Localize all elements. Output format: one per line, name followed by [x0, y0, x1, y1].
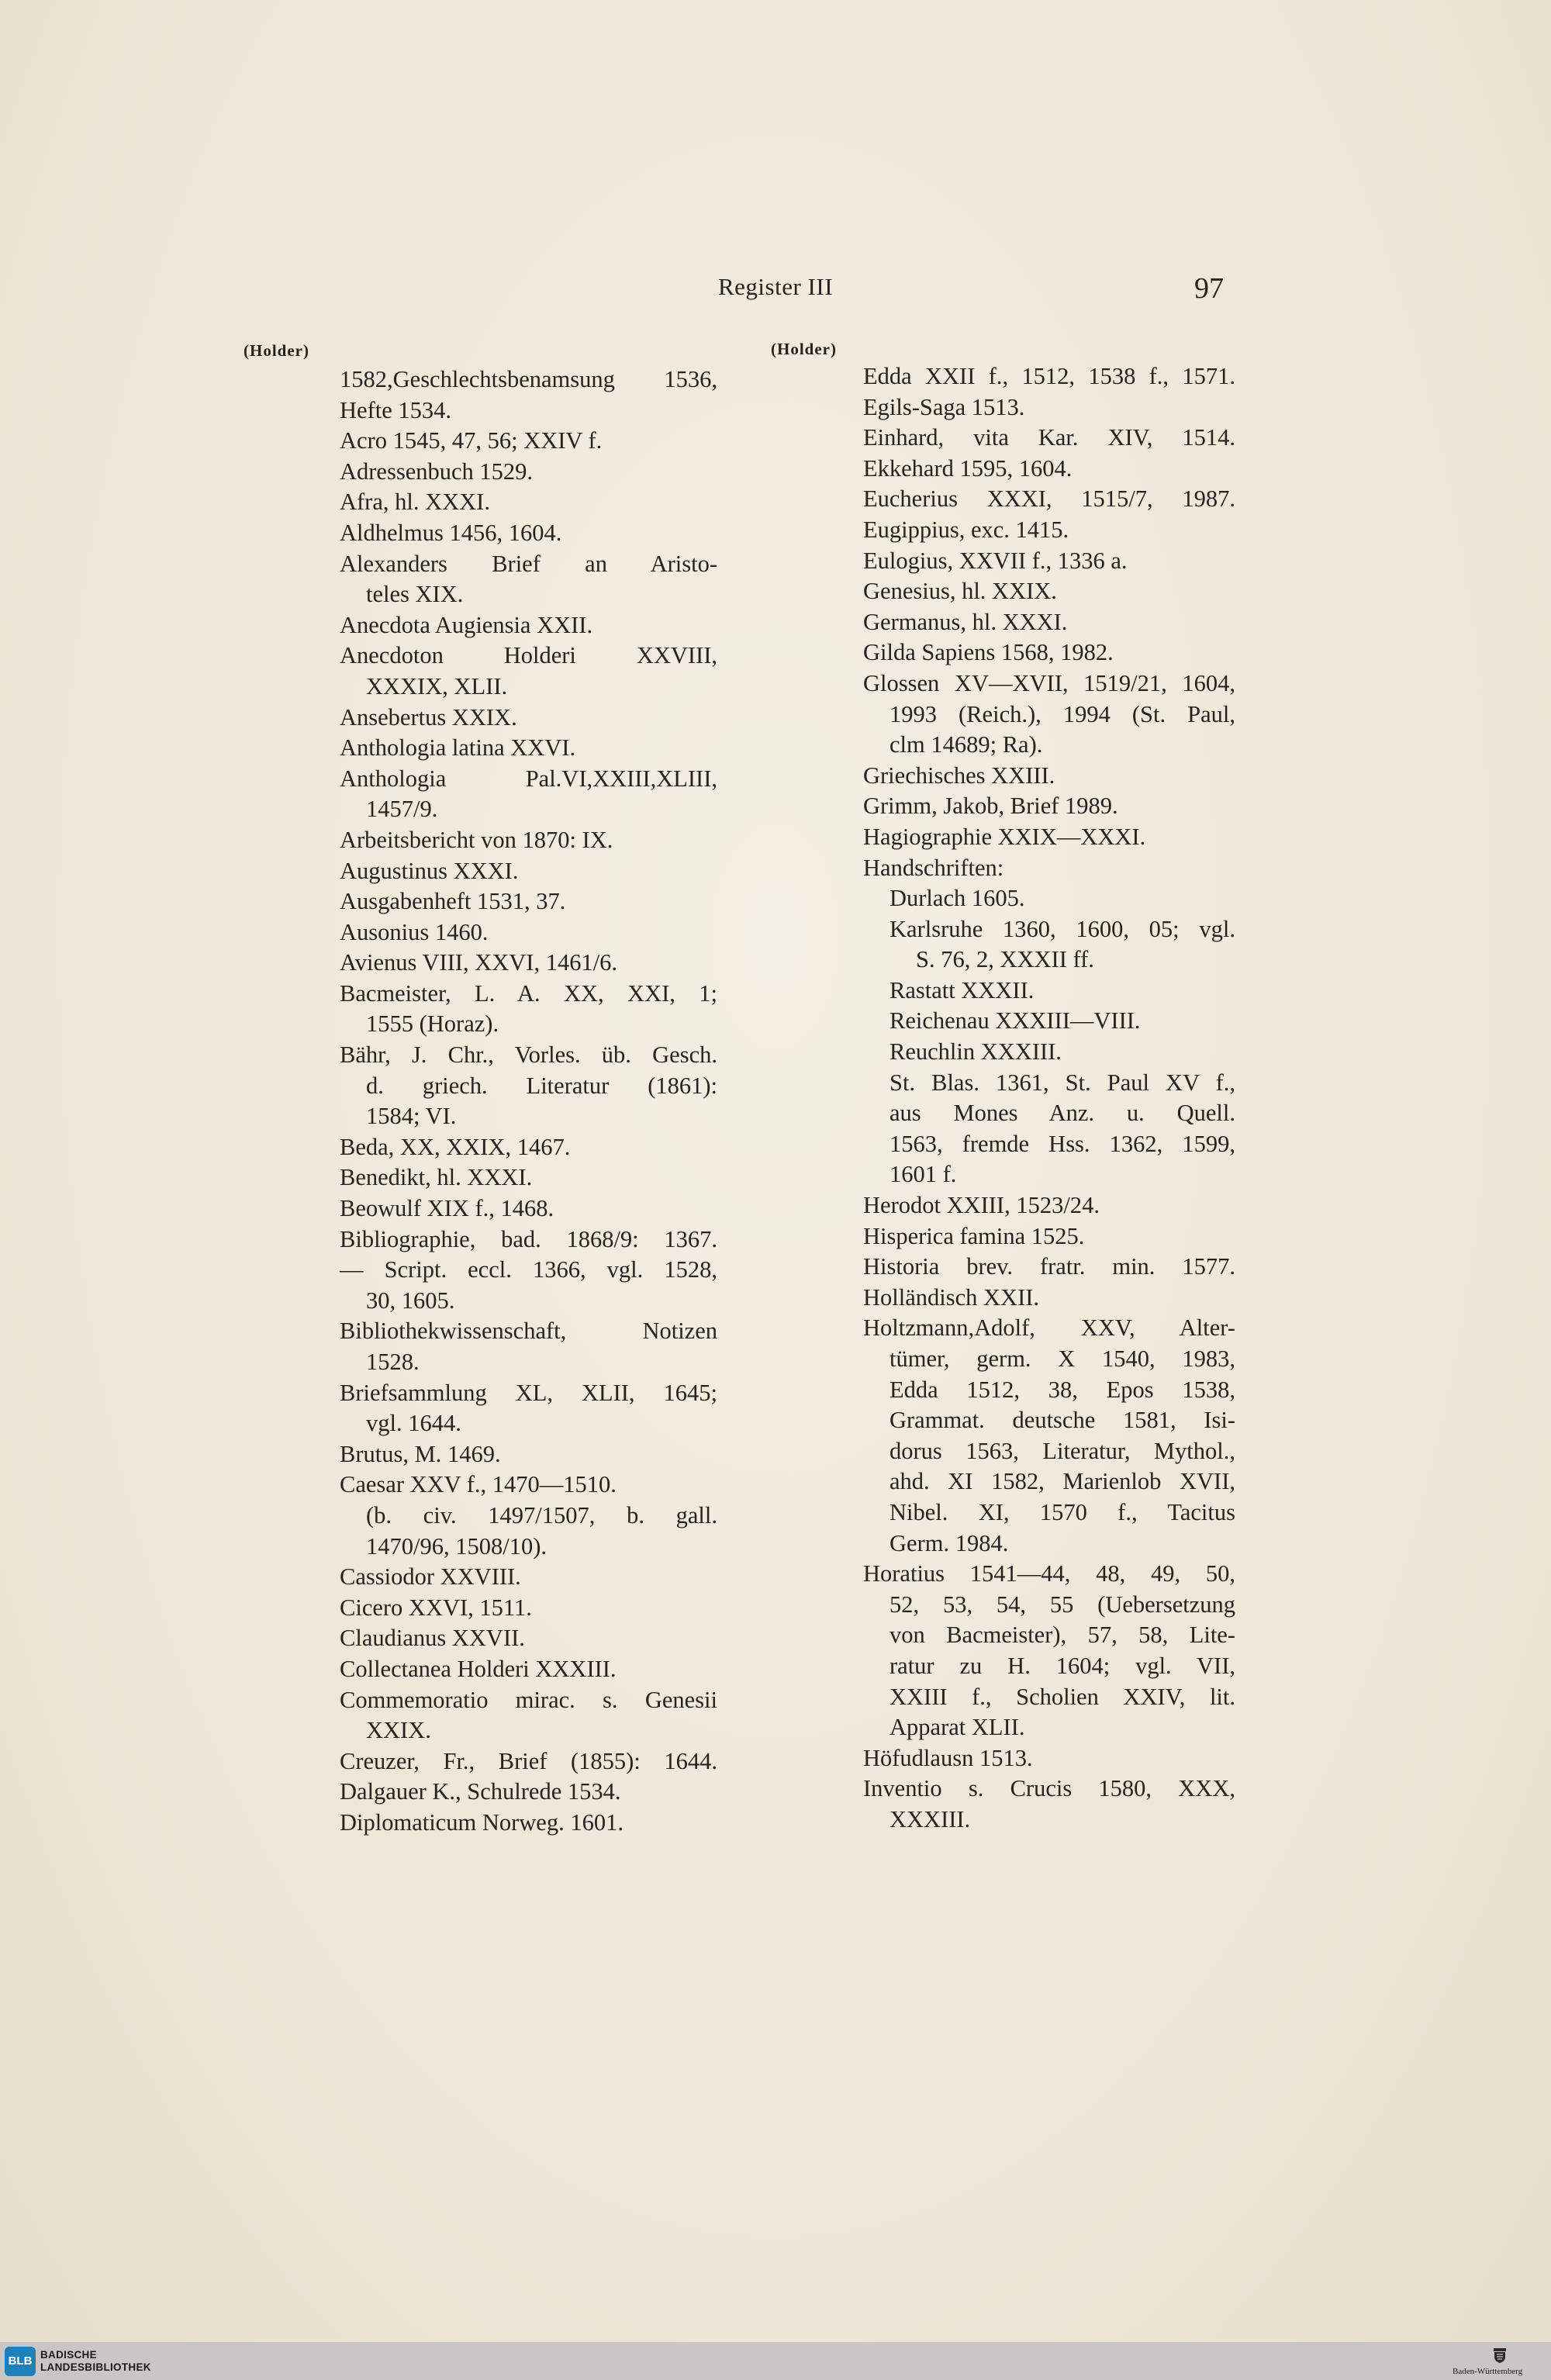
- index-entry-line: Commemoratio mirac. s. Genesii: [340, 1686, 717, 1713]
- right-column-label: (Holder): [771, 340, 837, 358]
- index-entry-line: ahd. XI 1582, Marienlob XVII,: [889, 1468, 1235, 1495]
- index-entry-line: Hagiographie XXIX—XXXI.: [863, 823, 1146, 850]
- index-entry-line: Reuchlin XXXIII.: [889, 1038, 1062, 1066]
- index-entry-line: Gilda Sapiens 1568, 1982.: [863, 639, 1114, 666]
- index-entry-line: 1582,Geschlechtsbenamsung 1536,: [340, 366, 717, 392]
- index-entry-line: vgl. 1644.: [366, 1410, 461, 1437]
- index-entry-line: Germ. 1984.: [889, 1529, 1009, 1556]
- index-entry-line: Edda XXII f., 1512, 1538 f., 1571.: [863, 363, 1235, 389]
- library-name-line1: BADISCHE: [40, 2349, 97, 2361]
- index-entry-line: ratur zu H. 1604; vgl. VII,: [889, 1652, 1235, 1679]
- index-entry-line: Creuzer, Fr., Brief (1855): 1644.: [340, 1747, 717, 1774]
- index-entry-line: 1993 (Reich.), 1994 (St. Paul,: [889, 700, 1235, 727]
- index-entry-line: 1470/96, 1508/10).: [366, 1532, 547, 1560]
- index-entry-line: teles XIX.: [366, 581, 464, 608]
- index-entry-line: Einhard, vita Kar. XIV, 1514.: [863, 424, 1235, 451]
- index-entry-line: XXIX.: [366, 1717, 431, 1744]
- left-index-column: [340, 364, 717, 1839]
- index-entry-line: XXXIII.: [889, 1805, 971, 1832]
- index-entry-line: Briefsammlung XL, XLII, 1645;: [340, 1379, 717, 1406]
- index-entry-line: Nibel. XI, 1570 f., Tacitus: [889, 1498, 1235, 1525]
- blb-logo[interactable]: BLB: [5, 2347, 36, 2376]
- index-entry-line: 1555 (Horaz).: [366, 1010, 499, 1038]
- index-entry-line: Herodot XXIII, 1523/24.: [863, 1192, 1100, 1219]
- region-label: Baden-Württemberg: [1453, 2367, 1523, 2376]
- index-entry-line: 52, 53, 54, 55 (Uebersetzung: [889, 1591, 1235, 1618]
- index-entry-line: Glossen XV—XVII, 1519/21, 1604,: [863, 669, 1235, 696]
- index-entry-line: Benedikt, hl. XXXI.: [340, 1164, 533, 1191]
- index-entry-line: von Bacmeister), 57, 58, Lite-: [889, 1622, 1235, 1649]
- index-entry-line: Ansebertus XXIX.: [340, 703, 517, 731]
- index-entry-line: d. griech. Literatur (1861):: [366, 1072, 717, 1099]
- index-entry-line: Eucherius XXXI, 1515/7, 1987.: [863, 485, 1235, 513]
- index-entry-line: Grammat. deutsche 1581, Isi-: [889, 1407, 1235, 1434]
- index-entry-line: Eugippius, exc. 1415.: [863, 516, 1069, 543]
- index-entry-line: 1563, fremde Hss. 1362, 1599,: [889, 1130, 1235, 1157]
- index-entry-line: Aldhelmus 1456, 1604.: [340, 519, 562, 546]
- index-entry-line: Collectanea Holderi XXXIII.: [340, 1655, 617, 1682]
- index-entry-line: Apparat XLII.: [889, 1714, 1025, 1741]
- index-entry-line: 1457/9.: [366, 796, 438, 823]
- index-entry-line: XXIII f., Scholien XXIV, lit.: [889, 1683, 1235, 1710]
- index-entry-line: 1601 f.: [889, 1161, 957, 1188]
- index-entry-line: Genesius, hl. XXIX.: [863, 578, 1057, 605]
- index-entry-line: Griechisches XXIII.: [863, 762, 1055, 789]
- index-entry-line: XXXIX, XLII.: [366, 672, 508, 699]
- index-entry-line: Rastatt XXXII.: [889, 976, 1035, 1003]
- index-entry-line: Caesar XXV f., 1470—1510.: [340, 1471, 617, 1498]
- index-entry-line: Cassiodor XXVIII.: [340, 1563, 521, 1591]
- index-entry-line: Handschriften:: [863, 854, 1004, 881]
- running-header: Register III: [717, 273, 834, 300]
- coat-of-arms-icon: [1491, 2347, 1508, 2364]
- index-entry-line: Bähr, J. Chr., Vorles. üb. Gesch.: [340, 1041, 717, 1069]
- index-entry-line: Holtzmann,Adolf, XXV, Alter-: [863, 1314, 1235, 1342]
- index-entry-line: — Script. eccl. 1366, vgl. 1528,: [340, 1256, 717, 1283]
- index-entry-line: Anecdoton Holderi XXVIII,: [340, 642, 717, 669]
- index-entry-line: Claudianus XXVII.: [340, 1625, 525, 1652]
- index-entry-line: Brutus, M. 1469.: [340, 1440, 501, 1467]
- index-entry-line: Bacmeister, L. A. XX, XXI, 1;: [340, 979, 717, 1007]
- index-entry-line: Beowulf XIX f., 1468.: [340, 1195, 554, 1222]
- index-entry-line: Dalgauer K., Schulrede 1534.: [340, 1778, 621, 1805]
- index-entry-line: Avienus VIII, XXVI, 1461/6.: [340, 949, 618, 976]
- index-entry-line: Anthologia latina XXVI.: [340, 734, 576, 762]
- index-entry-line: Diplomaticum Norweg. 1601.: [340, 1808, 624, 1836]
- index-entry-line: St. Blas. 1361, St. Paul XV f.,: [889, 1069, 1235, 1096]
- index-entry-line: Grimm, Jakob, Brief 1989.: [863, 793, 1118, 820]
- index-entry-line: Hisperica famina 1525.: [863, 1222, 1085, 1249]
- index-entry-line: Augustinus XXXI.: [340, 857, 519, 884]
- index-entry-line: Alexanders Brief an Aristo-: [340, 550, 717, 577]
- index-entry-line: Ausgabenheft 1531, 37.: [340, 888, 566, 915]
- index-entry-line: Edda 1512, 38, Epos 1538,: [889, 1376, 1235, 1403]
- library-name[interactable]: [40, 2349, 151, 2374]
- index-entry-line: Anthologia Pal.VI,XXIII,XLIII,: [340, 765, 717, 792]
- index-entry-line: Bibliothekwissenschaft, Notizen: [340, 1318, 717, 1345]
- index-entry-line: Inventio s. Crucis 1580, XXX,: [863, 1775, 1235, 1802]
- index-entry-line: Cicero XXVI, 1511.: [340, 1594, 532, 1621]
- index-entry-line: Ausonius 1460.: [340, 918, 489, 945]
- index-entry-line: Durlach 1605.: [889, 885, 1025, 912]
- index-entry-line: Anecdota Augiensia XXII.: [340, 611, 593, 638]
- index-entry-line: 1584; VI.: [366, 1103, 457, 1130]
- index-entry-line: tümer, germ. X 1540, 1983,: [889, 1345, 1235, 1372]
- index-entry-line: Hefte 1534.: [340, 396, 451, 423]
- index-entry-line: Afra, hl. XXXI.: [340, 489, 490, 516]
- index-entry-line: aus Mones Anz. u. Quell.: [889, 1100, 1235, 1127]
- index-entry-line: 1528.: [366, 1349, 420, 1375]
- index-entry-line: Germanus, hl. XXXI.: [863, 608, 1068, 635]
- right-index-column: [863, 361, 1235, 1836]
- index-entry-line: Höfudlausn 1513.: [863, 1744, 1033, 1771]
- left-column-label: (Holder): [244, 341, 309, 360]
- index-entry-line: Egils-Saga 1513.: [863, 393, 1025, 420]
- index-entry-line: Acro 1545, 47, 56; XXIV f.: [340, 427, 603, 454]
- index-entry-line: Bibliographie, bad. 1868/9: 1367.: [340, 1225, 717, 1252]
- library-name-line2: LANDESBIBLIOTHEK: [40, 2361, 151, 2373]
- index-entry-line: Reichenau XXXIII—VIII.: [889, 1007, 1141, 1035]
- index-entry-line: Karlsruhe 1360, 1600, 05; vgl.: [889, 915, 1235, 942]
- index-entry-line: Beda, XX, XXIX, 1467.: [340, 1133, 571, 1160]
- footer-bar: [0, 2342, 1551, 2380]
- index-entry-line: 30, 1605.: [366, 1287, 455, 1314]
- index-entry-line: dorus 1563, Literatur, Mythol.,: [889, 1437, 1235, 1464]
- index-entry-line: Horatius 1541—44, 48, 49, 50,: [863, 1560, 1235, 1587]
- index-entry-line: (b. civ. 1497/1507, b. gall.: [366, 1501, 717, 1529]
- index-entry-line: Eulogius, XXVII f., 1336 a.: [863, 547, 1128, 574]
- index-entry-line: Holländisch XXII.: [863, 1283, 1040, 1311]
- index-entry-line: S. 76, 2, XXXII ff.: [916, 946, 1094, 973]
- index-entry-line: Ekkehard 1595, 1604.: [863, 454, 1073, 482]
- index-entry-line: Historia brev. fratr. min. 1577.: [863, 1253, 1235, 1280]
- index-entry-line: clm 14689; Ra).: [889, 731, 1043, 758]
- page-number: 97: [1194, 272, 1224, 305]
- index-entry-line: Arbeitsbericht von 1870: IX.: [340, 826, 613, 853]
- index-entry-line: Adressenbuch 1529.: [340, 458, 534, 485]
